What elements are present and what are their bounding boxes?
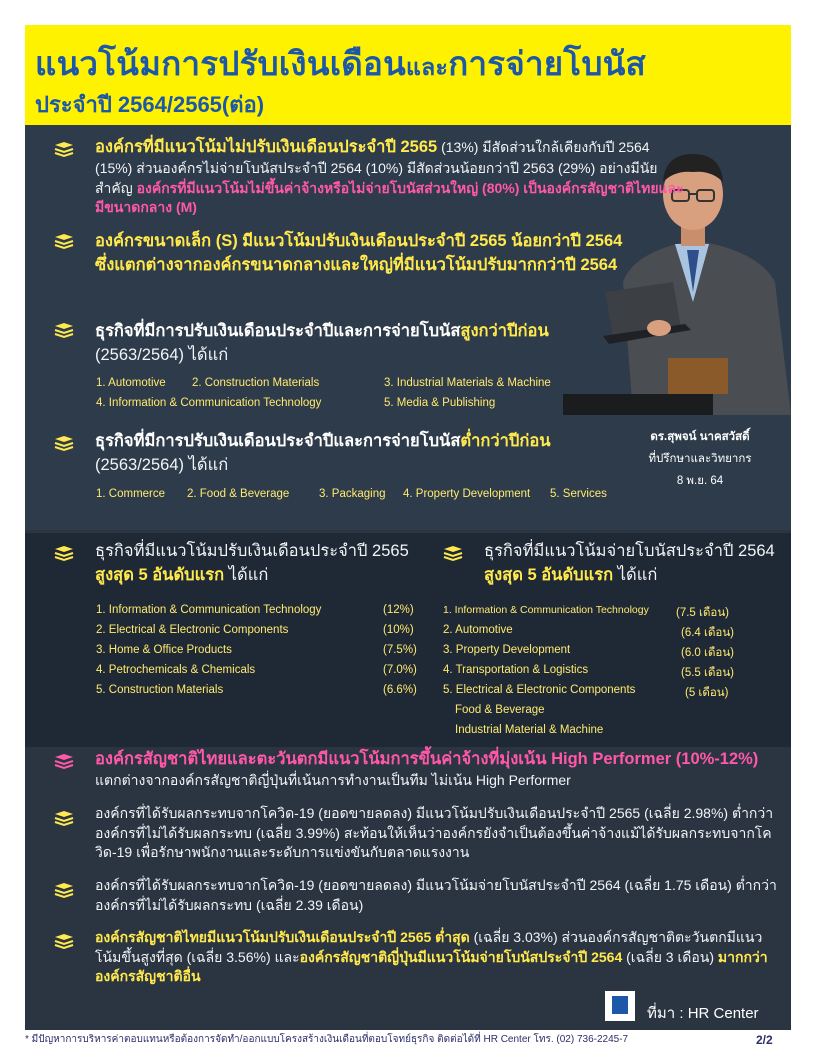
table-value: (6.4 เดือน): [681, 627, 735, 639]
speaker-name: ดร.สุพจน์ นาคสวัสดิ์: [650, 431, 750, 443]
footnote: * มีปัญหาการบริหารค่าตอบแทนหรือต้องการจัดทำ/ออกแบบโครงสร้างเงินเดือนที่ตอบโจทย์ธุรกิจ ติดต่อได้ที่ HR Center โทร. (02) 736-2245-7: [25, 1034, 629, 1045]
top-salary-title: ธุรกิจที่มีแนวโน้มปรับเงินเดือนประจำปี 2565 สูงสุด 5 อันดับแรก ได้แก่: [95, 542, 409, 584]
table-row: 2. Automotive: [443, 624, 513, 636]
bullet-covid-salary: องค์กรที่ได้รับผลกระทบจากโควิด-19 (ยอดขายลดลง) มีแนวโน้มปรับเงินเดือนประจำปี 2565 (เฉลี่ย 2.98%) ต่ำกว่าองค์กรที่ไม่ได้รับผลกระทบ (เฉลี่ย 3.99%) สะท้อนให้เห็นว่าองค์กรยังจำเป็นต้องขึ้นค่าจ้างแม้ได้รับผลกระทบจากโควิด-19 เพื่อรักษาพนักงานและระดับการแข่งขันกับตลาดแรงงาน: [95, 805, 774, 860]
table-row: 2. Electrical & Electronic Components: [96, 624, 289, 636]
stack-icon: [53, 810, 75, 828]
stack-icon: [53, 322, 75, 340]
table-row: 1. Information & Communication Technology: [443, 604, 649, 616]
stack-icon: [53, 545, 75, 563]
stack-icon: [53, 435, 75, 453]
bullet-higher: ธุรกิจที่มีการปรับเงินเดือนประจำปีและการจ่ายโบนัสสูงกว่าปีก่อน (2563/2564) ได้แก่: [95, 322, 549, 364]
stack-icon: [53, 753, 75, 771]
bullet-small-org: องค์กรขนาดเล็ก (S) มีแนวโน้มปรับเงินเดือนประจำปี 2565 น้อยกว่าปี 2564 ซึ่งแตกต่างจากองค์กรขนาดกลางและใหญ่ที่มีแนวโน้มปรับมากกว่าปี 2564: [95, 232, 623, 274]
infographic-page: [25, 25, 791, 1030]
header-banner: [25, 25, 791, 125]
list-item: 3. Industrial Materials & Machine: [384, 377, 551, 389]
table-value: (5 เดือน): [685, 687, 729, 699]
table-row: 5. Construction Materials: [96, 684, 224, 696]
source-note: ที่มา : HR Center: [647, 1005, 759, 1022]
title-connector: และ: [406, 54, 449, 80]
table-row: Industrial Material & Machine: [455, 724, 604, 736]
bullet-no-raise: องค์กรที่มีแนวโน้มไม่ปรับเงินเดือนประจำปี 2565 (13%) มีสัดส่วนใกล้เคียงกับปี 2564 (15%) ส่วนองค์กรไม่จ่ายโบนัสประจำปี 2564 (10%) มีสัดส่วนน้อยกว่าปี 2563 (29%) อย่างมีนัยสำคัญ องค์กรที่มีแนวโน้มไม่ขึ้นค่าจ้างหรือไม่จ่ายโบนัสส่วนใหญ่ (80%) เป็นองค์กรสัญชาติไทยและมีขนาดกลาง (M): [95, 138, 684, 215]
stack-icon: [442, 545, 464, 563]
bullet-lower: ธุรกิจที่มีการปรับเงินเดือนประจำปีและการจ่ายโบนัสต่ำกว่าปีก่อน (2563/2564) ได้แก่: [95, 432, 551, 474]
title-part-2: การจ่ายโบนัส: [448, 45, 646, 82]
list-item: 2. Construction Materials: [192, 377, 320, 389]
stack-icon: [53, 233, 75, 251]
table-row: 4. Petrochemicals & Chemicals: [96, 664, 256, 676]
table-row: 3. Home & Office Products: [96, 644, 232, 656]
list-item: 4. Information & Communication Technology: [96, 397, 322, 409]
title-part-1: แนวโน้มการปรับเงินเดือน: [35, 45, 406, 82]
table-row: 3. Property Development: [443, 644, 571, 656]
stack-icon: [53, 933, 75, 951]
list-item: 3. Packaging: [319, 488, 386, 500]
page-number: 2/2: [756, 1033, 773, 1047]
table-value: (7.0%): [383, 664, 417, 676]
list-item: 5. Services: [550, 488, 607, 500]
table-value: (7.5 เดือน): [676, 607, 730, 619]
list-item: 4. Property Development: [403, 488, 531, 500]
speaker-caption: [625, 426, 775, 492]
table-row: 5. Electrical & Electronic Components: [443, 684, 636, 696]
list-item: 2. Food & Beverage: [187, 488, 290, 500]
hr-center-logo: [605, 991, 635, 1021]
stack-icon: [53, 141, 75, 159]
table-value: (12%): [383, 604, 414, 616]
table-row: Food & Beverage: [455, 704, 545, 716]
table-value: (7.5%): [383, 644, 417, 656]
bullet-covid-bonus: องค์กรที่ได้รับผลกระทบจากโควิด-19 (ยอดขายลดลง) มีแนวโน้มจ่ายโบนัสประจำปี 2564 (เฉลี่ย 1.75 เดือน) ต่ำกว่าองค์กรที่ไม่ได้รับผลกระทบ (เฉลี่ย 2.39 เดือน): [95, 877, 777, 913]
page-subtitle: ประจำปี 2564/2565(ต่อ): [35, 92, 265, 117]
bullet-high-performer: องค์กรสัญชาติไทยและตะวันตกมีแนวโน้มการขึ้นค่าจ้างที่มุ่งเน้น High Performer (10%-12%) แตกต่างจากองค์กรสัญชาติญี่ปุ่นที่เน้นการทำงานเป็นทีม ไม่เน้น High Performer: [95, 750, 759, 788]
list-item: 1. Commerce: [96, 488, 166, 500]
bullet-nationality: องค์กรสัญชาติไทยมีแนวโน้มปรับเงินเดือนประจำปี 2565 ต่ำสุด (เฉลี่ย 3.03%) ส่วนองค์กรสัญชาติตะวันตกมีแนวโน้มขึ้นสูงที่สุด (เฉลี่ย 3.56%) และองค์กรสัญชาติญี่ปุ่นมีแนวโน้มจ่ายโบนัสประจำปี 2564 (เฉลี่ย 3 เดือน) มากกว่าองค์กรสัญชาติอื่น: [95, 929, 768, 984]
table-value: (10%): [383, 624, 414, 636]
list-item: 1. Automotive: [96, 377, 166, 389]
speaker-date: 8 พ.ย. 64: [676, 475, 724, 487]
top-bonus-title: ธุรกิจที่มีแนวโน้มจ่ายโบนัสประจำปี 2564 สูงสุด 5 อันดับแรก ได้แก่: [484, 542, 775, 584]
table-row: 1. Information & Communication Technology: [96, 604, 322, 616]
speaker-role: ที่ปรึกษาและวิทยากร: [648, 453, 752, 465]
stack-icon: [53, 882, 75, 900]
list-item: 5. Media & Publishing: [384, 397, 496, 409]
table-value: (6.6%): [383, 684, 417, 696]
table-row: 4. Transportation & Logistics: [443, 664, 589, 676]
table-value: (5.5 เดือน): [681, 667, 735, 679]
page-title: [35, 37, 646, 90]
table-value: (6.0 เดือน): [681, 647, 735, 659]
